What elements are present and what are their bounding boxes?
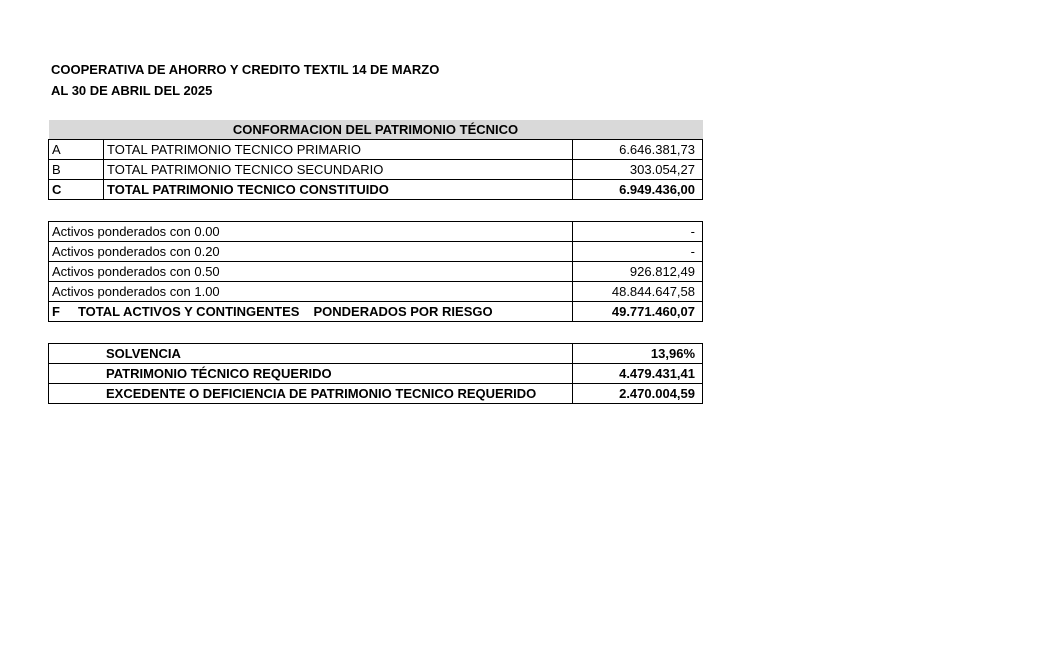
row-label: EXCEDENTE O DEFICIENCIA DE PATRIMONIO TECNICO REQUERIDO: [49, 384, 573, 404]
row-code: C: [49, 180, 104, 200]
table-row-total: [49, 302, 703, 322]
row-label: Activos ponderados con 0.50: [49, 262, 573, 282]
row-label: Activos ponderados con 0.20: [49, 242, 573, 262]
report-date: AL 30 DE ABRIL DEL 2025: [51, 83, 213, 98]
row-label: TOTAL PATRIMONIO TECNICO CONSTITUIDO: [104, 180, 573, 200]
row-value: -: [573, 242, 703, 262]
row-value: 6.646.381,73: [573, 140, 703, 160]
row-code: A: [49, 140, 104, 160]
row-label: SOLVENCIA: [49, 344, 573, 364]
solvencia-table: [48, 343, 703, 404]
row-label: PATRIMONIO TÉCNICO REQUERIDO: [49, 364, 573, 384]
row-value: 6.949.436,00: [573, 180, 703, 200]
table-row: [49, 262, 703, 282]
row-value: 2.470.004,59: [573, 384, 703, 404]
table-row: [49, 160, 703, 180]
report-title: COOPERATIVA DE AHORRO Y CREDITO TEXTIL 14 DE MARZO: [51, 62, 440, 77]
table-row: [49, 364, 703, 384]
patrimonio-table: [48, 120, 703, 200]
row-code: B: [49, 160, 104, 180]
patrimonio-header-row: [49, 120, 703, 140]
row-value: 13,96%: [573, 344, 703, 364]
row-value: 926.812,49: [573, 262, 703, 282]
table-row: [49, 384, 703, 404]
table-row: [49, 242, 703, 262]
row-value: 4.479.431,41: [573, 364, 703, 384]
patrimonio-table-title: CONFORMACION DEL PATRIMONIO TÉCNICO: [49, 120, 703, 140]
table-row: [49, 282, 703, 302]
row-label: TOTAL PATRIMONIO TECNICO SECUNDARIO: [104, 160, 573, 180]
row-value: 49.771.460,07: [573, 302, 703, 322]
table-row: [49, 222, 703, 242]
table-row-total: [49, 180, 703, 200]
row-label: TOTAL PATRIMONIO TECNICO PRIMARIO: [104, 140, 573, 160]
row-value: -: [573, 222, 703, 242]
table-row: [49, 344, 703, 364]
row-code: F: [52, 304, 60, 319]
row-label: Activos ponderados con 0.00: [49, 222, 573, 242]
row-value: 303.054,27: [573, 160, 703, 180]
row-value: 48.844.647,58: [573, 282, 703, 302]
total-label-part2: PONDERADOS POR RIESGO: [313, 304, 493, 319]
row-label: [49, 302, 573, 322]
activos-table: [48, 221, 703, 322]
table-row: [49, 140, 703, 160]
total-label-part1: TOTAL ACTIVOS Y CONTINGENTES: [77, 304, 300, 319]
row-label: Activos ponderados con 1.00: [49, 282, 573, 302]
